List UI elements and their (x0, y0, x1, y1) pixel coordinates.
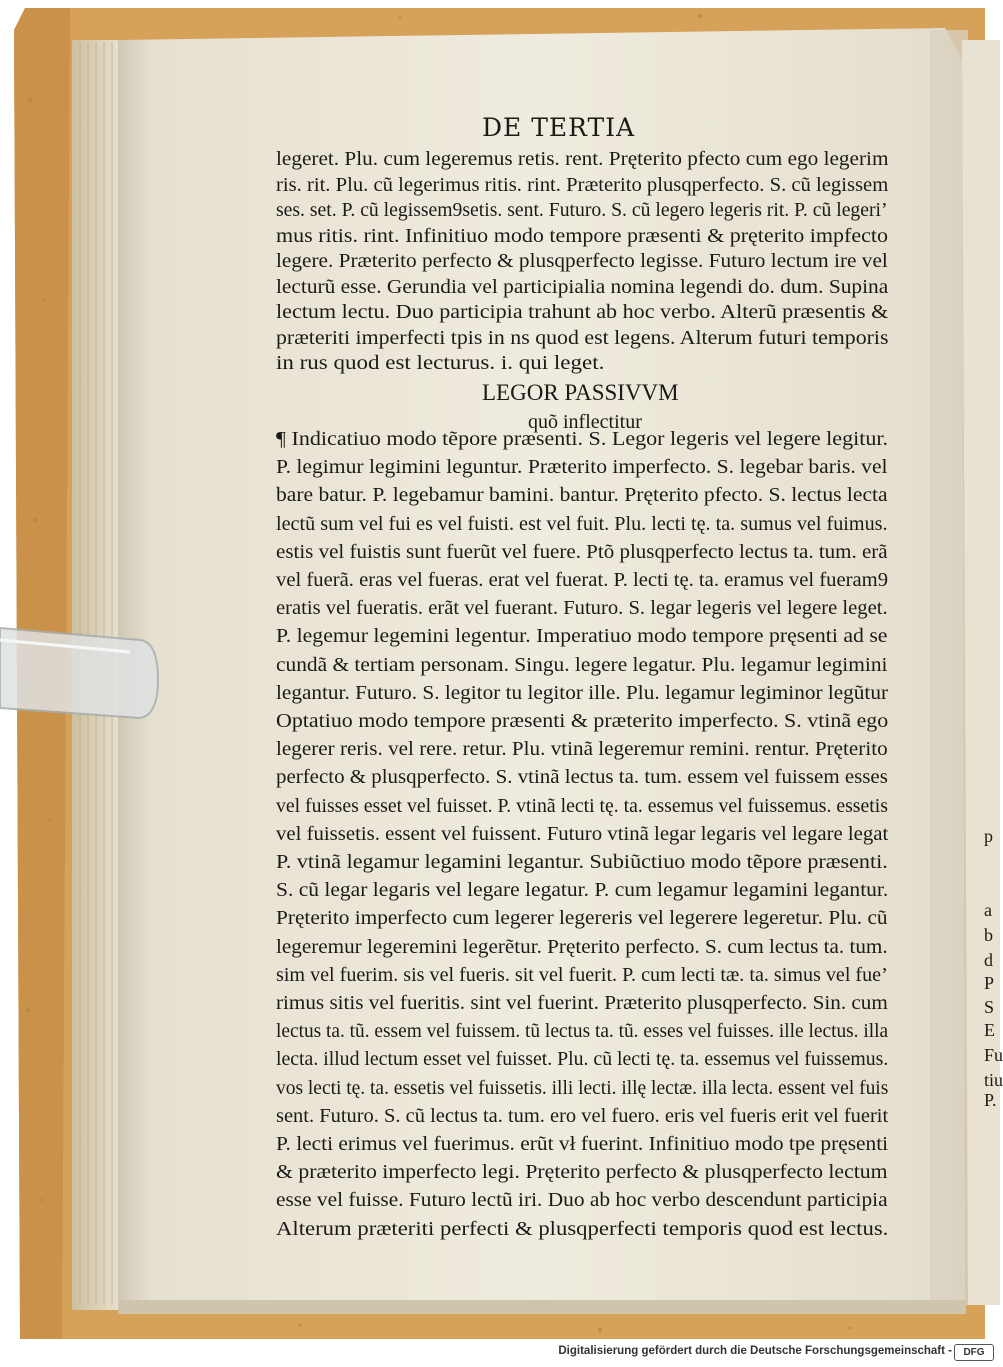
right-page-fragment: P (984, 973, 995, 993)
text-line: Pręterito imperfecto cum legerer legereris vel legerere legeretur. Plu. cũ (276, 907, 888, 930)
text-line: estis vel fuistis sunt fuerũt vel fuere. Ptõ plusqperfecto lectus ta. tum. erã (276, 540, 888, 563)
text-line: P. lecti erimus vel fuerimus. erũt vł fuerint. Infinitiuo modo tpe pręsenti (276, 1133, 889, 1155)
right-page-fragment: a (984, 900, 992, 920)
text-line: ris. rit. Plu. cũ legerimus ritis. rint. Præterito plusqperfecto. S. cũ legissem (276, 173, 889, 196)
text-line: lectum lectu. Duo participia trahunt ab hoc verbo. Alterũ præsentis & (276, 301, 889, 323)
text-line: & præterito imperfecto legi. Pręterito perfecto & plusqperfecto lectum (276, 1161, 888, 1184)
text-line: ses. set. P. cũ legissem9setis. sent. Futuro. S. cũ legero legeris rit. P. cũ legeri’ (276, 199, 888, 221)
running-head: DE TERTIA (482, 113, 636, 142)
text-line: sent. Futuro. S. cũ lectus ta. tum. ero vel fuero. eris vel fueris erit vel fuerit (276, 1104, 889, 1127)
text-line: P. legemur legemini legentur. Imperatiuo modo tempore pręsenti ad se (276, 625, 888, 648)
text-line: eratis vel fueratis. erãt vel fuerant. Futuro. S. legar legeris vel legere leget. (276, 597, 888, 620)
text-line: vos lecti tę. ta. essetis vel fuissetis. illi lecti. illę lectæ. illa lecta. essent vel fuis (276, 1076, 889, 1099)
text-line: bare batur. P. legebamur bamini. bantur. Pręterito pfecto. S. lectus lecta (276, 484, 888, 507)
text-line: cundã & tertiam personam. Singu. legere legatur. Plu. legamur legimini (276, 653, 888, 676)
text-line: ¶ Indicatiuo modo tẽpore præsenti. S. Legor legeris vel legere legitur. (276, 428, 889, 450)
right-page-fragment: Fu (984, 1045, 1003, 1065)
text-line: mus ritis. rint. Infinitiuo modo tempore præsenti & pręterito impfecto (276, 224, 889, 247)
text-line: P. vtinã legamur legamini legantur. Subiũctiuo modo tẽpore præsenti. (276, 851, 888, 873)
section-subheading: quõ inflectitur (528, 411, 642, 433)
text-line: lecta. illud lectum esset vel fuisset. Plu. cũ lecti tę. ta. essemus vel fuissemus. (276, 1048, 889, 1071)
right-page-fragment: p (984, 826, 993, 846)
text-line: præteriti imperfecti tpis in ns quod est legens. Alterum futuri temporis (276, 326, 889, 349)
footer (0, 1339, 1000, 1367)
text-line: lectũ sum vel fui es vel fuisti. est vel fuit. Plu. lecti tę. ta. sumus vel fuimus. (276, 512, 888, 535)
text-line: legeremur legeremini legerẽtur. Pręterito perfecto. S. cum lectus ta. tum. (276, 935, 888, 958)
text-line: S. cũ legar legaris vel legare legatur. P. cum legamur legamini legantur. (276, 879, 889, 902)
dfg-logo: DFG (954, 1344, 994, 1361)
text-line: P. legimur legimini leguntur. Præterito imperfecto. S. legebar baris. vel (276, 456, 888, 479)
right-page-fragment: d (984, 950, 993, 970)
right-page-fragment: P. (984, 1090, 997, 1110)
text-line: esse vel fuisse. Futuro lectũ iri. Duo ab hoc verbo descendunt participia (276, 1189, 888, 1212)
right-page-fragment: S (984, 997, 995, 1017)
text-line: legantur. Futuro. S. legitor tu legitor ille. Plu. legamur legiminor legũtur (276, 681, 889, 704)
text-line: perfecto & plusqperfecto. S. vtinã lectus ta. tum. essem vel fuissem esses (276, 766, 888, 789)
text-line: lectus ta. tũ. essem vel fuissem. tũ lectus ta. tũ. esses vel fuisses. ille lectus. illa (276, 1020, 889, 1043)
text-line: Optatiuo modo tempore præsenti & præterito imperfecto. S. vtinã ego (276, 710, 889, 732)
text-line: vel fuissetis. essent vel fuissent. Futuro vtinã legar legaris vel legare legat (276, 822, 889, 845)
text-line: legere. Præterito perfecto & plusqperfecto legisse. Futuro lectum ire vel (276, 250, 888, 272)
text-line: vel fuisses esset vel fuisset. P. vtinã lecti tę. ta. essemus vel fuissemus. essetis (276, 794, 888, 817)
section-heading: LEGOR PASSIVVM (482, 380, 679, 405)
text-line: legerer reris. vel rere. retur. Plu. vtinã legeremur remini. rentur. Pręterito (276, 738, 888, 761)
right-page-fragment: tiu (984, 1070, 1003, 1090)
footer-credit: Digitalisierung gefördert durch die Deutsche Forschungsgemeinschaft - (558, 1345, 952, 1357)
text-line: rimus sitis vel fueritis. sint vel fuerint. Præterito plusqperfecto. Sin. cum (276, 992, 888, 1014)
text-line: vel fuerã. eras vel fueras. erat vel fuerat. P. lecti tę. ta. eramus vel fueram9 (276, 569, 889, 591)
right-page-fragment: E (984, 1020, 995, 1040)
text-line: legeret. Plu. cum legeremus retis. rent. Pręterito pfecto cum ego legerim (276, 148, 889, 170)
text-line: lecturũ esse. Gerundia vel participialia nomina legendi do. dum. Supina (276, 275, 889, 298)
text-line: in rus quod est lecturus. i. qui leget. (276, 352, 605, 374)
text-line: sim vel fuerim. sis vel fueris. sit vel fuerit. P. cum lecti tæ. ta. simus vel fue’ (276, 963, 888, 986)
right-page-sliver (962, 40, 1000, 1305)
right-page-fragment: b (984, 925, 993, 945)
text-line: Alterum præteriti perfecti & plusqperfecti temporis quod est lectus. (276, 1217, 889, 1240)
